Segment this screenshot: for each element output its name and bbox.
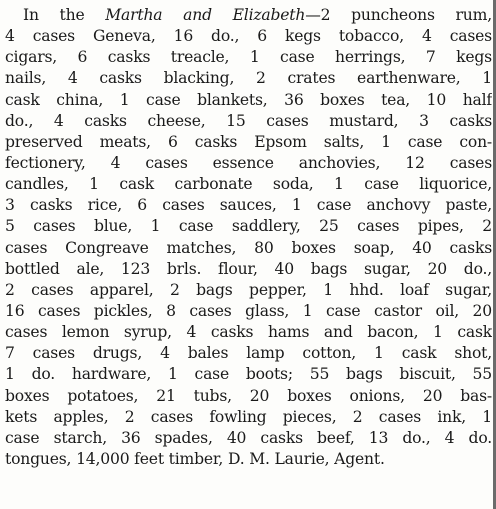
article-line-17: 7 cases drugs, 4 bales lamp cotton, 1 cask shot, xyxy=(5,344,492,363)
article-line-8: fectionery, 4 cases essence anchovies, 12 cases xyxy=(5,153,492,172)
article-line-19: boxes potatoes, 21 tubs, 20 boxes onions, 20 bas- xyxy=(5,386,492,405)
article-line-20: kets apples, 2 cases fowling pieces, 2 cases ink, 1 xyxy=(5,407,492,426)
article-line-15: 16 cases pickles, 8 cases glass, 1 case castor oil, 20 xyxy=(5,301,492,320)
article-line-1 xyxy=(5,5,492,26)
article-line-6: do., 4 casks cheese, 15 cases mustard, 3 casks xyxy=(5,111,492,130)
article-line-3: cigars, 6 casks treacle, 1 case herrings, 7 kegs xyxy=(5,48,492,67)
article-line-9: candles, 1 cask carbonate soda, 1 case liquorice, xyxy=(5,175,492,194)
article-line-21: case starch, 36 spades, 40 casks beef, 13 do., 4 do. xyxy=(5,428,492,447)
article-line-5: cask china, 1 case blankets, 36 boxes tea, 10 half xyxy=(5,90,492,109)
article-intro: In the xyxy=(23,6,106,24)
article-line-18: 1 do. hardware, 1 case boots; 55 bags biscuit, 55 xyxy=(5,365,492,384)
article-line-7: preserved meats, 6 casks Epsom salts, 1 case con- xyxy=(5,132,492,151)
article-line-4: nails, 4 casks blacking, 2 crates earthenware, 1 xyxy=(5,69,492,88)
article-line-13: bottled ale, 123 brls. flour, 40 bags sugar, 20 do., xyxy=(5,259,492,278)
article-line-10: 3 casks rice, 6 cases sauces, 1 case anchovy paste, xyxy=(5,196,492,215)
ship-name: Martha and Elizabeth xyxy=(105,6,306,24)
article-line-1-text: —2 puncheons rum, xyxy=(305,6,492,24)
article-line-12: cases Congreave matches, 80 boxes soap, 40 casks xyxy=(5,238,492,257)
article-line-11: 5 cases blue, 1 case saddlery, 25 cases pipes, 2 xyxy=(5,217,492,236)
article-line-2: 4 cases Geneva, 16 do., 6 kegs tobacco, 4 cases xyxy=(5,27,492,46)
article-line-14: 2 cases apparel, 2 bags pepper, 1 hhd. loaf sugar, xyxy=(5,280,492,299)
article-line-22: tongues, 14,000 feet timber, D. M. Laurie, Agent. xyxy=(5,449,385,468)
article-line-16: cases lemon syrup, 4 casks hams and bacon, 1 cask xyxy=(5,323,492,342)
